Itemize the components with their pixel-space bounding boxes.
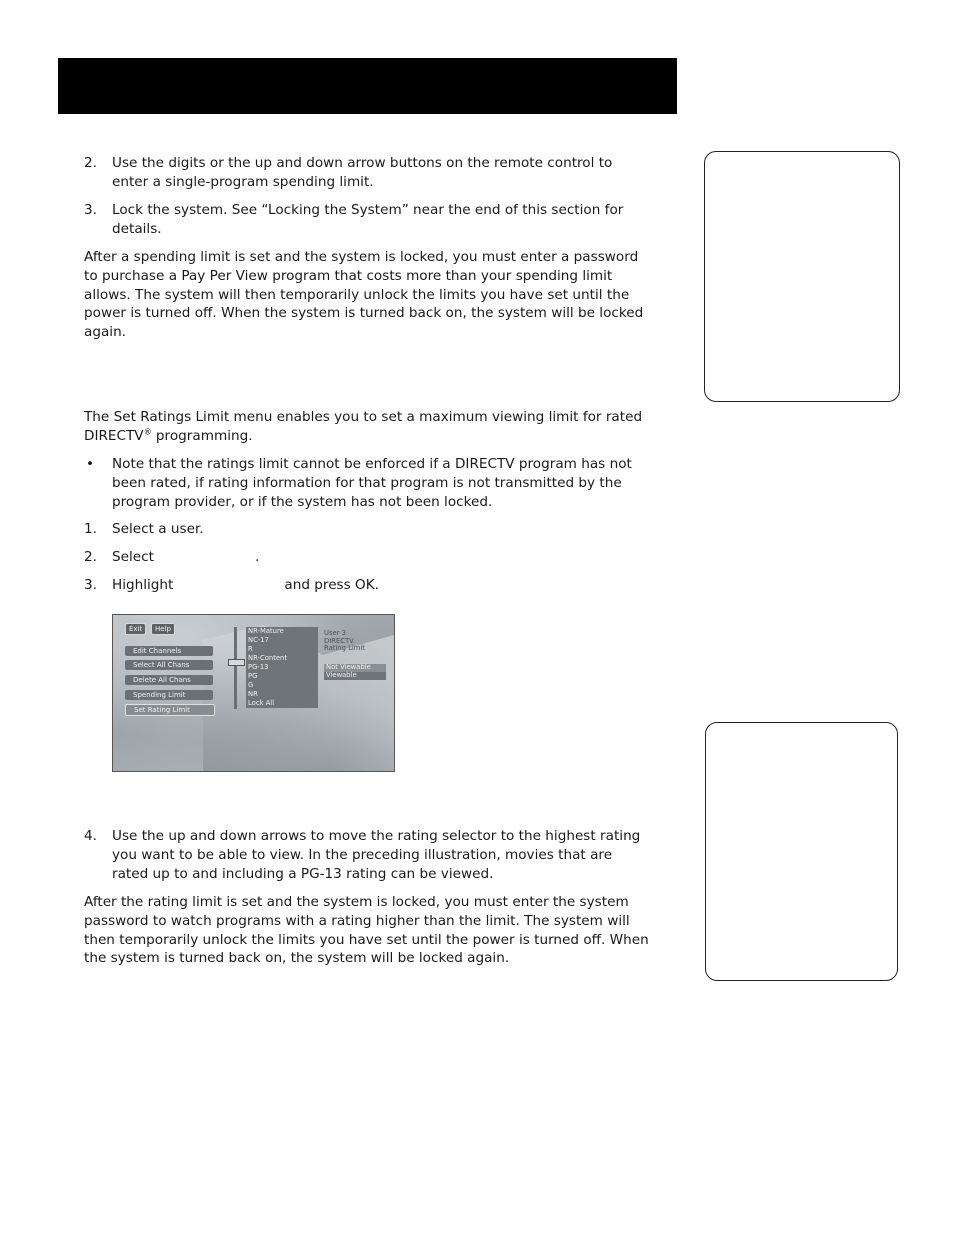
step-number: 3. <box>84 202 97 218</box>
menu-item-set-rating-limit[interactable]: Set Rating Limit <box>125 704 215 716</box>
rating-slider-track[interactable] <box>234 627 237 709</box>
registered-mark: ® <box>143 427 152 437</box>
rating-option[interactable]: Lock All <box>246 699 318 708</box>
spending-limit-paragraph: After a spending limit is set and the system is locked, you must enter a password to purchase a Pay Per View program that costs more than your spending limit allows. The system will then temporarily unlock the limits you have set until the power is turned off. When the system is turned back on, the system will be locked again. <box>84 249 644 341</box>
bullet-text: Note that the ratings limit cannot be enforced if a DIRECTV program has not been rated, if rating information for that program is not transmitted by the program provider, or if the system has not been locked. <box>112 456 632 510</box>
status-not-viewable: Not Viewable <box>324 664 386 672</box>
menu-item-select-all-chans[interactable]: Select All Chans <box>125 660 213 670</box>
service-label: DIRECTV <box>324 636 354 645</box>
rating-option[interactable]: NR <box>246 690 318 699</box>
sidebar-note-box <box>705 722 898 981</box>
step-item <box>84 520 650 539</box>
step-text-start: Highlight <box>112 577 174 593</box>
rating-option[interactable]: G <box>246 681 318 690</box>
step-text-start: Select <box>112 549 154 565</box>
step-number: 1. <box>84 521 97 537</box>
ratings-intro-text-end: programming. <box>151 427 253 444</box>
rating-limit-screenshot <box>112 614 395 772</box>
rating-option[interactable]: NC-17 <box>246 636 318 645</box>
menu-item-edit-channels[interactable]: Edit Channels <box>125 646 213 656</box>
step-number: 2. <box>84 549 97 565</box>
step-text: Lock the system. See “Locking the System” near the end of this section for details. <box>112 202 624 237</box>
step-number: 2. <box>84 155 97 171</box>
step-text: Use the up and down arrows to move the rating selector to the highest rating you want to be able to view. In the preceding illustration, movies that are rated up to and including a PG-13 rating can be viewed. <box>112 828 641 882</box>
header-bar <box>58 58 677 114</box>
step-text <box>112 576 650 595</box>
ratings-intro-paragraph <box>84 408 650 446</box>
help-button[interactable]: Help <box>151 623 175 635</box>
rating-option[interactable]: NR-Content <box>246 654 318 663</box>
exit-button[interactable]: Exit <box>125 623 146 635</box>
user-label: User 3 <box>324 629 346 637</box>
rating-limit-paragraph: After the rating limit is set and the system is locked, you must enter the system password to watch programs with a rating higher than the limit. The system will then temporarily unlock the limits you have set until the power is turned off. When the system is turned back on, the system will be locked again. <box>84 894 649 967</box>
panel-title: Rating Limit <box>324 644 365 652</box>
ratings-intro-text: The Set Ratings Limit menu enables you to set a maximum viewing limit for rated DIRECTV <box>84 409 643 444</box>
rating-option[interactable]: R <box>246 645 318 654</box>
step-text-end: and press OK. <box>284 577 379 593</box>
step-text: Use the digits or the up and down arrow buttons on the remote control to enter a single-program spending limit. <box>112 155 613 190</box>
step-text <box>112 548 650 567</box>
status-viewable: Viewable <box>324 672 386 680</box>
step-item <box>84 154 650 192</box>
sidebar-note-box <box>704 151 900 402</box>
rating-option[interactable]: PG-13 <box>246 663 318 672</box>
rating-slider-handle[interactable] <box>228 659 245 666</box>
rating-list <box>246 627 318 708</box>
rating-option[interactable]: PG <box>246 672 318 681</box>
step-number: 4. <box>84 828 97 844</box>
step-item <box>84 201 650 239</box>
rating-option[interactable]: NR-Mature <box>246 627 318 636</box>
menu-item-delete-all-chans[interactable]: Delete All Chans <box>125 675 213 685</box>
step-item <box>84 548 650 567</box>
user-info <box>324 630 365 653</box>
step-number: 3. <box>84 577 97 593</box>
bullet-icon: • <box>86 456 95 472</box>
menu-item-spending-limit[interactable]: Spending Limit <box>125 690 213 700</box>
step-text: Select a user. <box>112 521 204 537</box>
step-item <box>84 827 650 883</box>
bullet-note <box>84 455 650 511</box>
step-text-end: . <box>254 549 260 565</box>
step-item <box>84 576 650 595</box>
